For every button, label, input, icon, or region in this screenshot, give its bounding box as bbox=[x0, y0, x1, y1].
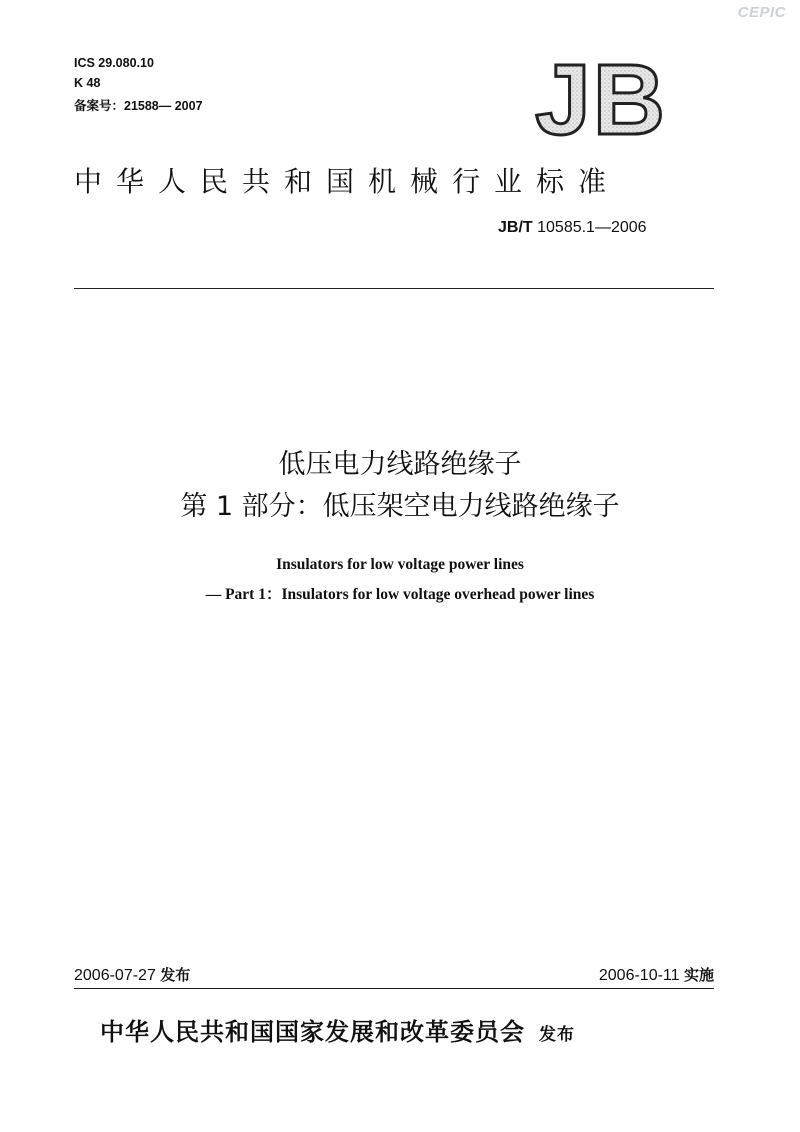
title-cn-line2: 第 1 部分：低压架空电力线路绝缘子 bbox=[180, 491, 620, 522]
classification-code: K 48 bbox=[74, 76, 101, 90]
publish-date-label: 发布 bbox=[160, 966, 191, 984]
jb-logo-text: JB bbox=[535, 58, 667, 140]
implement-date bbox=[599, 964, 714, 985]
industry-standard-title: 中华人民共和国机械行业标准 bbox=[74, 165, 621, 198]
watermark-text: CEPIC bbox=[737, 4, 786, 21]
title-en-line2: — Part 1：Insulators for low voltage overhead power lines bbox=[205, 586, 595, 603]
publish-date bbox=[74, 964, 190, 985]
footer-divider bbox=[74, 988, 714, 989]
title-en-line1: Insulators for low voltage power lines bbox=[276, 556, 524, 573]
publish-date-value: 2006-07-27 bbox=[74, 967, 156, 984]
header-divider bbox=[74, 288, 714, 289]
standard-number-value: 10585.1—2006 bbox=[532, 219, 647, 236]
filing-number: 备案号：21588— 2007 bbox=[74, 99, 203, 113]
implement-date-label: 实施 bbox=[683, 966, 714, 984]
implement-date-value: 2006-10-11 bbox=[598, 967, 680, 984]
title-cn-line1: 低压电力线路绝缘子 bbox=[278, 449, 522, 480]
jb-logo bbox=[528, 58, 674, 140]
standard-number bbox=[498, 219, 647, 237]
issuer-action: 发布 bbox=[539, 1025, 575, 1045]
standard-number-prefix: JB/T bbox=[498, 219, 533, 236]
ics-code: ICS 29.080.10 bbox=[74, 56, 154, 70]
issuing-authority bbox=[100, 1012, 575, 1047]
issuer-name: 中华人民共和国国家发展和改革委员会 bbox=[100, 1018, 525, 1046]
